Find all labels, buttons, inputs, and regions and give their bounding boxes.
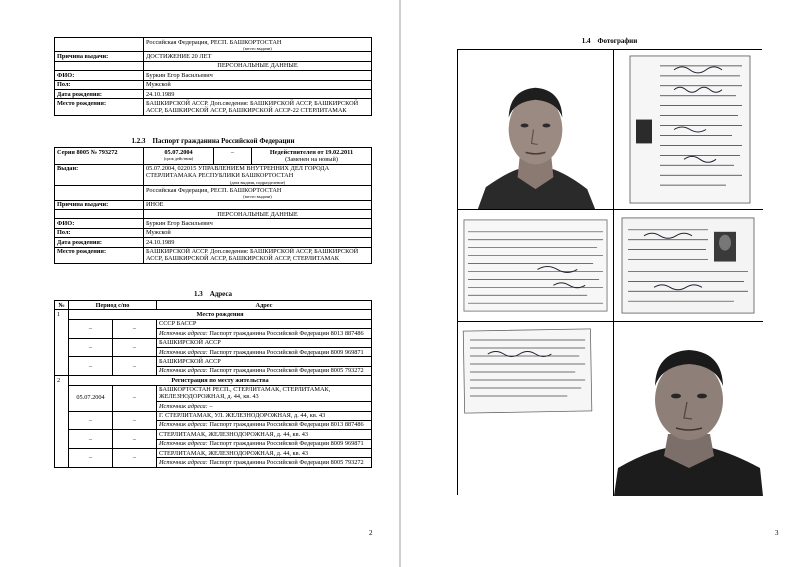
pob-value-2: БАШКИРСКОЙ АССР. Доп.сведения: БАШКИРСКОЙ АССР, БАШКИРСКОЙ АССР, БАШКИРСКОЙ АССР, БАШКИРСКОЙ АССР, СТЕРЛИТАМАК bbox=[144, 247, 372, 264]
sex-value-2: Мужской bbox=[144, 228, 372, 237]
period-to: – bbox=[113, 319, 157, 338]
issued-value: 05.07.2004, 022015 УПРАВЛЕНИЕМ ВНУТРЕННИХ ДЕЛ ГОРОДА СТЕРЛИТАМАКА РЕСПУБЛИКИ БАШКОРТОСТАН (дата выдачи, подразделение) bbox=[144, 164, 372, 186]
address-source bbox=[157, 366, 372, 375]
address-group-header bbox=[55, 310, 372, 319]
document-page-right bbox=[401, 0, 800, 567]
photo-scan-3 bbox=[614, 210, 763, 322]
passport-prev-table bbox=[54, 37, 372, 116]
address-group-title: Регистрация по месту жительства bbox=[69, 376, 372, 385]
address-text: БАШКИРСКОЙ АССР bbox=[157, 357, 372, 366]
address-source-value: Паспорт гражданина Российской Федерации 8005 793272 bbox=[209, 459, 364, 467]
address-source-label: Источник адреса: bbox=[159, 421, 208, 429]
issued-place: Российская Федерация, РЕСП. БАШКОРТОСТАН (место выдачи) bbox=[144, 38, 372, 52]
sex-value: Мужской bbox=[144, 80, 372, 89]
address-source bbox=[157, 329, 372, 338]
dob-value: 24.10.1989 bbox=[144, 89, 372, 98]
photos-grid bbox=[457, 49, 762, 495]
address-source-label: Источник адреса: bbox=[159, 348, 208, 356]
portrait-image bbox=[614, 322, 763, 496]
fio-value-2: Буркин Егор Васильевич bbox=[144, 219, 372, 228]
address-source-label: Источник адреса: bbox=[159, 402, 208, 410]
reason-label: Причина выдачи: bbox=[55, 52, 144, 61]
photo-scan-2 bbox=[458, 210, 614, 322]
page-number-right: 3 bbox=[775, 529, 779, 537]
period-from: – bbox=[69, 449, 113, 468]
photo-scan-1 bbox=[614, 50, 763, 210]
photo-portrait-2 bbox=[614, 322, 763, 496]
page-number-left: 2 bbox=[369, 529, 373, 537]
fio-label-2: ФИО: bbox=[55, 219, 144, 228]
scanned-document-image bbox=[614, 50, 763, 209]
address-source-label: Источник адреса: bbox=[159, 329, 208, 337]
address-source-value: Паспорт гражданина Российской Федерации 8005 793272 bbox=[209, 367, 364, 375]
address-row bbox=[55, 430, 372, 439]
address-group-header bbox=[55, 376, 372, 385]
address-source bbox=[157, 402, 372, 411]
dob-label-2: Дата рождения: bbox=[55, 238, 144, 247]
scanned-document-image bbox=[458, 210, 613, 321]
address-source-value: Паспорт гражданина Российской Федерации 8013 887486 bbox=[209, 421, 364, 429]
address-source-label: Источник адреса: bbox=[159, 459, 208, 467]
address-text: СТЕРЛИТАМАК, ЖЕЛЕЗНОДОРОЖНАЯ, д. 44, кв. 43 bbox=[157, 449, 372, 458]
pob-value: БАШКИРСКОЙ АССР. Доп.сведения: БАШКИРСКОЙ АССР, БАШКИРСКОЙ АССР, БАШКИРСКОЙ АССР, БАШКИРСКОЙ АССР-22 СТЕРЛИТАМАК bbox=[144, 99, 372, 116]
sex-label-2: Пол: bbox=[55, 228, 144, 237]
section-title-1-3: 1.3 Адреса bbox=[193, 290, 233, 298]
address-source bbox=[157, 420, 372, 429]
address-row bbox=[55, 338, 372, 347]
pob-label: Место рождения: bbox=[55, 99, 144, 116]
period-from: – bbox=[69, 338, 113, 357]
pob-label-2: Место рождения: bbox=[55, 247, 144, 264]
scanned-document-image bbox=[458, 322, 613, 496]
scanned-document-image bbox=[614, 210, 763, 321]
period-to: – bbox=[113, 357, 157, 376]
address-text: Г. СТЕРЛИТАМАК, УЛ. ЖЕЛЕЗНОДОРОЖНАЯ, д. 44, кв. 43 bbox=[157, 411, 372, 420]
fio-value: Буркин Егор Васильевич bbox=[144, 71, 372, 80]
address-text: БАШКОРТОСТАН РЕСП., СТЕРЛИТАМАК, СТЕРЛИТАМАК, ЖЕЛЕЗНОДОРОЖНАЯ, д. 44, кв. 43 bbox=[157, 385, 372, 402]
period-to: – bbox=[113, 430, 157, 449]
reason-label-2: Причина выдачи: bbox=[55, 200, 144, 209]
col-address-header: Адрес bbox=[157, 301, 372, 310]
issued-place-caption: (место выдачи) bbox=[243, 45, 272, 51]
personal-data-header-2: ПЕРСОНАЛЬНЫЕ ДАННЫЕ bbox=[144, 209, 372, 218]
address-group-title: Место рождения bbox=[69, 310, 372, 319]
issued-label: Выдан: bbox=[55, 164, 144, 186]
address-source bbox=[157, 458, 372, 467]
period-to: – bbox=[113, 338, 157, 357]
issued-place-2: Российская Федерация, РЕСП. БАШКОРТОСТАН (место выдачи) bbox=[144, 186, 372, 200]
address-source-value: – bbox=[209, 402, 213, 410]
period-to: – bbox=[113, 449, 157, 468]
period-from: – bbox=[69, 357, 113, 376]
period-from: – bbox=[69, 411, 113, 430]
address-group-no: 2 bbox=[55, 376, 69, 468]
address-text: СТЕРЛИТАМАК, ЖЕЛЕЗНОДОРОЖНАЯ, д. 44, кв. 43 bbox=[157, 430, 372, 439]
period-from: – bbox=[69, 430, 113, 449]
document-page-left bbox=[0, 0, 399, 567]
address-text: СССР БАССР bbox=[157, 319, 372, 328]
photo-scan-4 bbox=[458, 322, 614, 496]
address-row bbox=[55, 357, 372, 366]
address-row bbox=[55, 385, 372, 402]
fio-label: ФИО: bbox=[55, 71, 144, 80]
address-group-no: 1 bbox=[55, 310, 69, 376]
validity-cell: 05.07.2004 (срок действия) bbox=[144, 148, 214, 165]
series-label: Серия 8005 № 793272 bbox=[55, 148, 144, 165]
address-source bbox=[157, 439, 372, 448]
addresses-table bbox=[54, 300, 372, 468]
address-row bbox=[55, 449, 372, 458]
address-source-label: Источник адреса: bbox=[159, 440, 208, 448]
address-source-value: Паспорт гражданина Российской Федерации 8009 969871 bbox=[209, 440, 364, 448]
photo-portrait-1 bbox=[458, 50, 614, 210]
period-to: – bbox=[113, 385, 157, 411]
address-source bbox=[157, 347, 372, 356]
dob-label: Дата рождения: bbox=[55, 89, 144, 98]
address-row bbox=[55, 411, 372, 420]
address-source-value: Паспорт гражданина Российской Федерации 8013 887486 bbox=[209, 329, 364, 337]
period-from: – bbox=[69, 319, 113, 338]
invalid-cell: Недействителен от 19.02.2011 (Заменен на новый) bbox=[252, 148, 372, 165]
sex-label: Пол: bbox=[55, 80, 144, 89]
portrait-image bbox=[458, 50, 613, 209]
passport-8005-table bbox=[54, 147, 372, 264]
reason-value-2: ИНОЕ bbox=[144, 200, 372, 209]
dob-value-2: 24.10.1989 bbox=[144, 238, 372, 247]
period-to: – bbox=[113, 411, 157, 430]
addresses-body bbox=[55, 310, 372, 467]
personal-data-header: ПЕРСОНАЛЬНЫЕ ДАННЫЕ bbox=[144, 61, 372, 70]
reason-value: ДОСТИЖЕНИЕ 20 ЛЕТ bbox=[144, 52, 372, 61]
address-row bbox=[55, 319, 372, 328]
section-title-1-2-3: 1.2.3 Паспорт гражданина Российской Федерации bbox=[131, 137, 295, 145]
col-period-header: Период с/по bbox=[69, 301, 157, 310]
validity-dash: – bbox=[214, 148, 252, 165]
address-source-label: Источник адреса: bbox=[159, 367, 208, 375]
col-no-header: № bbox=[55, 301, 69, 310]
address-source-value: Паспорт гражданина Российской Федерации 8009 969871 bbox=[209, 348, 364, 356]
period-from: 05.07.2004 bbox=[69, 385, 113, 411]
address-text: БАШКИРСКОЙ АССР bbox=[157, 338, 372, 347]
section-title-1-4: 1.4 Фотографии bbox=[581, 37, 638, 45]
